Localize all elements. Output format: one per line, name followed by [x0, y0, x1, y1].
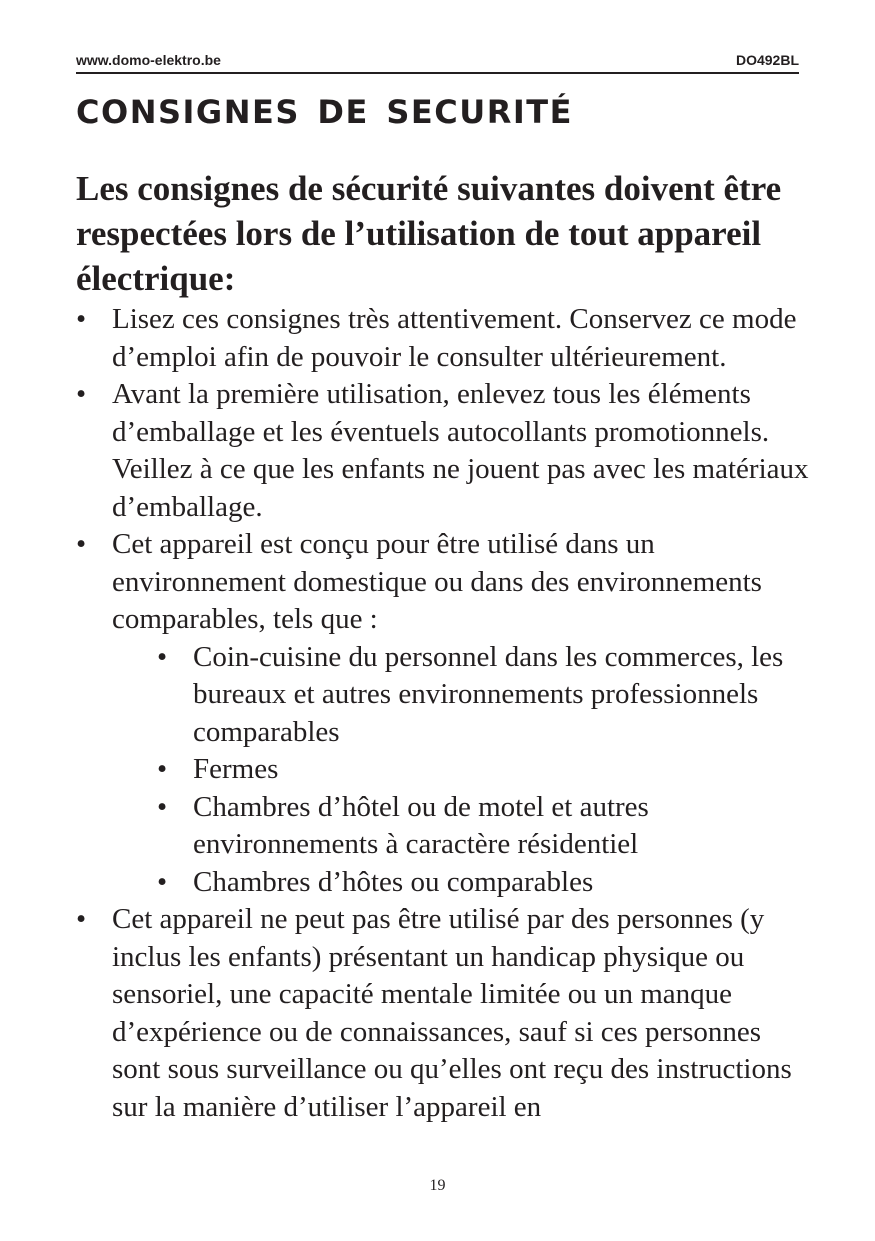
sub-list-item-text: Chambres d’hôtes ou comparables [193, 865, 594, 898]
list-item [76, 301, 816, 376]
sub-list-item [157, 864, 816, 902]
bullet-icon: • [157, 753, 168, 785]
list-item [76, 526, 816, 639]
website-url: www.domo-elektro.be [76, 52, 221, 68]
sub-list-item [157, 789, 816, 864]
page-title: consignes de securité [76, 80, 573, 134]
list-item-text: Lisez ces consignes très attentivement. Conservez ce mode d’emploi afin de pouvoir le consulter ultérieurement. [112, 303, 797, 373]
page-number: 19 [429, 1177, 446, 1194]
list-item-text: Avant la première utilisation, enlevez tous les éléments d’emballage et les éventuels autocollants promotionnels. Veillez à ce que les enfants ne jouent pas avec les matériaux d’emballage. [112, 378, 809, 523]
bullet-icon: • [76, 903, 87, 935]
safety-list-continued [76, 901, 816, 1126]
sub-list-item [157, 751, 816, 789]
bullet-icon: • [157, 865, 168, 898]
list-item [76, 901, 816, 1126]
sub-list-item-text: Coin-cuisine du personnel dans les commerces, les bureaux et autres environnements professionnels comparables [193, 640, 784, 748]
bullet-icon: • [76, 528, 87, 560]
sub-list-item-text: Chambres d’hôtel ou de motel et autres environnements à caractère résidentiel [193, 790, 649, 860]
environment-sublist [76, 639, 816, 902]
safety-content [76, 166, 816, 1126]
safety-list [76, 301, 816, 639]
list-item [76, 376, 816, 526]
bullet-icon: • [157, 790, 168, 823]
bullet-icon: • [157, 640, 168, 673]
intro-paragraph: Les consignes de sécurité suivantes doivent être respectées lors de l’utilisation de tout appareil électrique: [76, 169, 782, 298]
bullet-icon: • [76, 303, 87, 335]
model-number: DO492BL [735, 52, 799, 68]
page-header [76, 52, 799, 74]
bullet-icon: • [76, 378, 87, 410]
sub-list-item [157, 639, 816, 752]
sub-list-item-text: Fermes [193, 753, 279, 785]
list-item-text: Cet appareil ne peut pas être utilisé par des personnes (y inclus les enfants) présentant un handicap physique ou sensoriel, une capacité mentale limitée ou un manque d’expérience ou de connaissances, sauf si ces personnes sont sous surveillance ou qu’elles ont reçu des instructions sur la manière d’utiliser l’appareil en [112, 903, 792, 1123]
list-item-text: Cet appareil est conçu pour être utilisé dans un environnement domestique ou dans des environnements comparables, tels que : [112, 528, 762, 635]
